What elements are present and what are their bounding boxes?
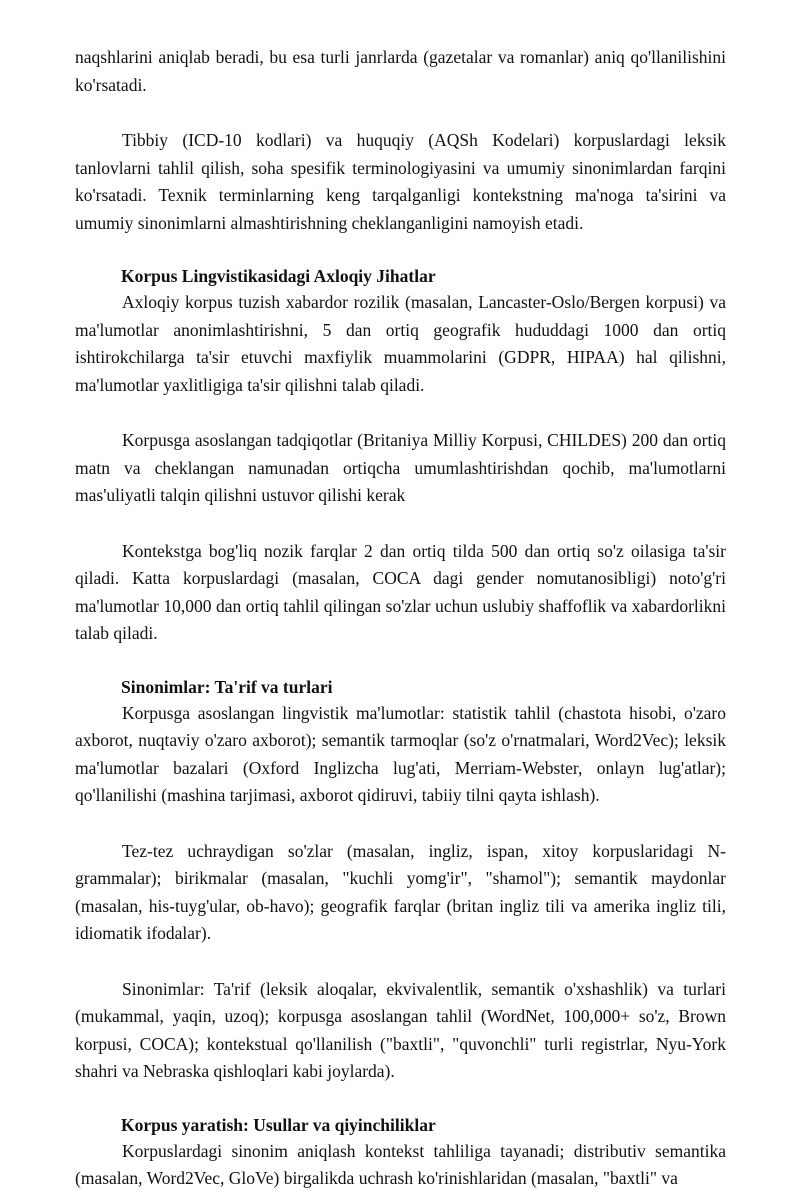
paragraph-context-nuances: Kontekstga bog'liq nozik farqlar 2 dan ortiq tilda 500 dan ortiq so'z oilasiga ta'sir qiladi. Katta korpuslardagi (masalan, COCA dagi gender nomutanosibligi) noto'g'ri ma'lumotlar 10,000 dan ortiq tahlil qilingan so'zlar uchun uslubiy shaffoflik va xabardorlikni talab qiladi. <box>75 540 726 643</box>
paragraph-synonym-detection: Korpuslardagi sinonim aniqlash kontekst tahliliga tayanadi; distributiv semantika (masalan, Word2Vec, GloVe) birgalikda uchrash ko'rinishlaridan (masalan, "baxtli" va <box>75 1140 726 1188</box>
paragraph-frequent-words: Tez-tez uchraydigan so'zlar (masalan, ingliz, ispan, xitoy korpuslaridagi N-grammalar); birikmalar (masalan, "kuchli yomg'ir", "shamol"); semantik maydonlar (masalan, his-tuyg'ular, ob-havo); geografik farqlar (britan ingliz tili va amerika ingliz tili, idiomatik ifodalar). <box>75 840 726 943</box>
paragraph-ethical-corpus-building: Axloqiy korpus tuzish xabardor rozilik (masalan, Lancaster-Oslo/Bergen korpusi) va ma'lumotlar anonimlashtirishni, 5 dan ortiq geografik hududdagi 1000 dan ortiq ishtirokchilarga ta'sir etuvchi maxfiylik muammolarini (GDPR, HIPAA) hal qilishni, ma'lumotlar yaxlitligiga ta'sir qilishni talab qiladi. <box>75 292 726 395</box>
paragraph-linguistic-data: Korpusga asoslangan lingvistik ma'lumotlar: statistik tahlil (chastota hisobi, o'zaro axborot, nuqtaviy o'zaro axborot); semantik tarmoqlar (so'z o'rnatmalari, Word2Vec); leksik ma'lumotlar bazalari (Oxford Inglizcha lug'ati, Merriam-Webster, onlayn lug'atlar); qo'llanilishi (mashina tarjimasi, axborot qidiruvi, tabiiy tilni qayta ishlash). <box>75 702 726 805</box>
section-heading-synonyms: Sinonimlar: Ta'rif va turlari <box>121 676 333 697</box>
document-body <box>75 44 726 1193</box>
paragraph-corpus-research: Korpusga asoslangan tadqiqotlar (Britaniya Milliy Korpusi, CHILDES) 200 dan ortiq matn va cheklangan namunadan ortiqcha umumlashtirishdan qochib, ma'lumotlarni mas'uliyatli talqin qilishni ustuvor qilishi kerak <box>75 430 726 505</box>
section-heading-corpus-creation: Korpus yaratish: Usullar va qiyinchiliklar <box>121 1114 436 1135</box>
paragraph-continuation: naqshlarini aniqlab beradi, bu esa turli janrlarda (gazetalar va romanlar) aniq qo'llanilishini ko'rsatadi. <box>75 47 726 95</box>
section-heading-ethics: Korpus Lingvistikasidagi Axloqiy Jihatlar <box>121 266 436 286</box>
paragraph-synonym-definition: Sinonimlar: Ta'rif (leksik aloqalar, ekvivalentlik, semantik o'xshashlik) va turlari (mukammal, yaqin, uzoq); korpusga asoslangan tahlil (WordNet, 100,000+ so'z, Brown korpusi, COCA); kontekstual qo'llanilish ("baxtli", "quvonchli" turli registrlar, Nyu-York shahri va Nebraska qishloqlari kabi joylarda). <box>75 978 726 1081</box>
paragraph-medical-legal-corpora: Tibbiy (ICD-10 kodlari) va huquqiy (AQSh Kodelari) korpuslardagi leksik tanlovlarni tahlil qilish, soha spesifik terminologiyasini va umumiy sinonimlardan farqini ko'rsatadi. Texnik terminlarning keng tarqalganligi kontekstning ma'noga ta'sirini va umumiy sinonimlarni almashtirishning cheklanganligini namoyish etadi. <box>75 130 726 233</box>
